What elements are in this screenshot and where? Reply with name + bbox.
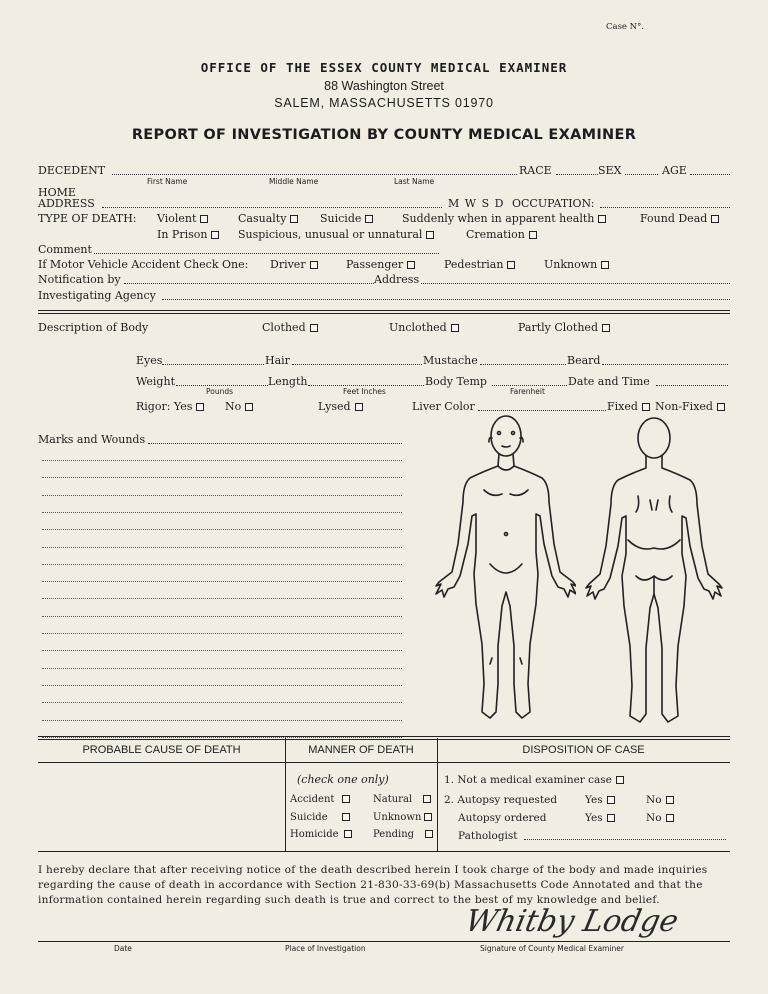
- race-label: RACE: [519, 164, 552, 177]
- homicide-label: Homicide: [290, 829, 339, 840]
- pending-label: Pending: [373, 829, 415, 840]
- requested-no-checkbox[interactable]: [666, 796, 674, 804]
- unknown-vehicle-label: Unknown: [544, 258, 598, 271]
- length-field[interactable]: [308, 385, 424, 386]
- notification-address-label: Address: [374, 273, 420, 286]
- body-temp-field[interactable]: [492, 385, 567, 386]
- cremation-checkbox[interactable]: [529, 231, 537, 239]
- passenger-checkbox[interactable]: [407, 261, 415, 269]
- casualty-option[interactable]: [238, 212, 298, 225]
- marital-status-label: M W S D: [448, 197, 505, 210]
- accident-checkbox[interactable]: [342, 795, 350, 803]
- report-title: REPORT OF INVESTIGATION BY COUNTY MEDICAL EXAMINER: [131, 127, 637, 143]
- occupation-field[interactable]: [600, 207, 730, 208]
- examiner-signature: Whitby Lodge: [462, 904, 682, 939]
- cremation-option[interactable]: [466, 228, 537, 241]
- beard-label: Beard: [567, 354, 601, 367]
- home-address-field[interactable]: [102, 207, 442, 208]
- fixed-option[interactable]: [607, 400, 650, 413]
- probable-cause-field[interactable]: [40, 766, 282, 848]
- ordered-yes-option[interactable]: [585, 812, 615, 824]
- unknown-vehicle-checkbox[interactable]: [601, 261, 609, 269]
- mustache-label: Mustache: [423, 354, 478, 367]
- marks-wounds-line[interactable]: [42, 598, 402, 599]
- found-dead-label: Found Dead: [640, 212, 708, 225]
- hair-label: Hair: [265, 354, 290, 367]
- suspicious-checkbox[interactable]: [426, 231, 434, 239]
- beard-field[interactable]: [602, 364, 728, 365]
- age-field[interactable]: [690, 174, 730, 175]
- sex-label: SEX: [598, 164, 622, 177]
- marks-wounds-line[interactable]: [42, 564, 402, 565]
- marks-wounds-label: Marks and Wounds: [38, 433, 146, 446]
- farenheit-caption: Farenheit: [510, 387, 545, 396]
- fixed-checkbox[interactable]: [642, 403, 650, 411]
- rigor-no-label: No: [225, 400, 242, 413]
- manner-unknown-option[interactable]: [373, 812, 432, 823]
- table-top-line-2: [38, 739, 730, 740]
- office-street: 88 Washington Street: [324, 79, 444, 93]
- decedent-name-field[interactable]: [112, 174, 517, 175]
- marks-wounds-line[interactable]: [42, 581, 402, 582]
- mustache-field[interactable]: [480, 364, 566, 365]
- driver-option[interactable]: [270, 258, 318, 271]
- manner-suicide-checkbox[interactable]: [342, 813, 350, 821]
- weight-label: Weight: [136, 375, 175, 388]
- liver-color-label: Liver Color: [412, 400, 475, 413]
- first-name-caption: First Name: [147, 177, 188, 186]
- accident-label: Accident: [290, 794, 335, 805]
- liver-color-field[interactable]: [478, 410, 606, 411]
- driver-label: Driver: [270, 258, 306, 271]
- office-city: SALEM, MASSACHUSETTS 01970: [274, 96, 494, 110]
- comment-field[interactable]: [94, 253, 439, 254]
- partly-clothed-checkbox[interactable]: [602, 324, 610, 332]
- partly-clothed-label: Partly Clothed: [518, 321, 598, 334]
- type-of-death-label: TYPE OF DEATH:: [38, 212, 137, 225]
- marks-wounds-line[interactable]: [42, 616, 402, 617]
- marks-wounds-line[interactable]: [42, 529, 402, 530]
- found-dead-option[interactable]: [640, 212, 719, 225]
- not-me-case-option[interactable]: [444, 774, 624, 786]
- address-label: ADDRESS: [38, 197, 95, 210]
- homicide-checkbox[interactable]: [344, 830, 352, 838]
- requested-no-label: No: [646, 794, 662, 806]
- marks-wounds-field[interactable]: [148, 443, 402, 444]
- autopsy-ordered-label: Autopsy ordered: [458, 812, 547, 824]
- marks-wounds-line[interactable]: [42, 650, 402, 651]
- pedestrian-label: Pedestrian: [444, 258, 504, 271]
- date-time-field[interactable]: [656, 385, 728, 386]
- hair-field[interactable]: [292, 364, 422, 365]
- rigor-no-option[interactable]: [225, 400, 253, 413]
- pathologist-field[interactable]: [524, 839, 726, 840]
- passenger-label: Passenger: [346, 258, 404, 271]
- decedent-label: DECEDENT: [38, 164, 106, 177]
- sudden-option[interactable]: [402, 212, 606, 225]
- unclothed-checkbox[interactable]: [451, 324, 459, 332]
- ordered-no-label: No: [646, 812, 662, 824]
- pathologist-label: Pathologist: [458, 830, 518, 842]
- violent-checkbox[interactable]: [200, 215, 208, 223]
- requested-yes-option[interactable]: [585, 794, 615, 806]
- manner-header: MANNER OF DEATH: [308, 744, 414, 756]
- marks-wounds-line[interactable]: [42, 702, 402, 703]
- sex-field[interactable]: [625, 174, 658, 175]
- ordered-no-option[interactable]: [646, 812, 674, 824]
- marks-wounds-line[interactable]: [42, 633, 402, 634]
- requested-no-option[interactable]: [646, 794, 674, 806]
- notification-field[interactable]: [124, 283, 374, 284]
- eyes-label: Eyes: [136, 354, 163, 367]
- manner-suicide-option[interactable]: [290, 812, 350, 823]
- occupation-label: OCCUPATION:: [512, 197, 595, 210]
- ordered-yes-checkbox[interactable]: [607, 814, 615, 822]
- driver-checkbox[interactable]: [310, 261, 318, 269]
- marks-wounds-line[interactable]: [42, 547, 402, 548]
- body-temp-label: Body Temp: [425, 375, 487, 388]
- non-fixed-checkbox[interactable]: [717, 403, 725, 411]
- homicide-option[interactable]: [290, 829, 352, 840]
- declaration-line-2: regarding the cause of death in accordance with Section 21-830-33-69(b) Massachusetts Code Annotated and that the: [38, 879, 703, 891]
- unclothed-label: Unclothed: [389, 321, 447, 334]
- declaration-line-1: I hereby declare that after receiving notice of the death described herein I took charge of the body and made inquiries: [38, 864, 708, 876]
- not-me-case-checkbox[interactable]: [616, 776, 624, 784]
- suspicious-label: Suspicious, unusual or unnatural: [238, 228, 423, 241]
- declaration-line-3: information contained herein regarding such death is true and correct to the best of my knowledge and belief.: [38, 894, 660, 906]
- body-back-diagram: [584, 416, 724, 726]
- last-name-caption: Last Name: [394, 177, 435, 186]
- violent-label: Violent: [157, 212, 197, 225]
- check-one-note: (check one only): [297, 773, 389, 786]
- in-prison-option[interactable]: [157, 228, 219, 241]
- fixed-label: Fixed: [607, 400, 638, 413]
- pounds-caption: Pounds: [206, 387, 234, 396]
- marks-wounds-line[interactable]: [42, 495, 402, 496]
- middle-name-caption: Middle Name: [269, 177, 319, 186]
- race-field[interactable]: [556, 174, 598, 175]
- marks-wounds-line[interactable]: [42, 460, 402, 461]
- ordered-yes-label: Yes: [585, 812, 603, 824]
- rigor-yes-option[interactable]: [136, 400, 204, 413]
- pedestrian-option[interactable]: [444, 258, 515, 271]
- casualty-label: Casualty: [238, 212, 287, 225]
- suicide-label: Suicide: [320, 212, 362, 225]
- natural-checkbox[interactable]: [423, 795, 431, 803]
- ordered-no-checkbox[interactable]: [666, 814, 674, 822]
- lysed-option[interactable]: [318, 400, 363, 413]
- section-divider-2: [38, 313, 730, 314]
- manner-suicide-label: Suicide: [290, 812, 328, 823]
- notification-address-field[interactable]: [421, 283, 730, 284]
- rigor-no-checkbox[interactable]: [245, 403, 253, 411]
- manner-unknown-checkbox[interactable]: [424, 813, 432, 821]
- signature-line: [38, 941, 730, 942]
- lysed-label: Lysed: [318, 400, 351, 413]
- rigor-yes-label: Rigor: Yes: [136, 400, 193, 413]
- marks-wounds-line[interactable]: [42, 668, 402, 669]
- found-dead-checkbox[interactable]: [711, 215, 719, 223]
- pending-checkbox[interactable]: [425, 830, 433, 838]
- feet-inches-caption: Feet Inches: [343, 387, 386, 396]
- motor-vehicle-label: If Motor Vehicle Accident Check One:: [38, 258, 249, 271]
- non-fixed-option[interactable]: [655, 400, 725, 413]
- casualty-checkbox[interactable]: [290, 215, 298, 223]
- manner-unknown-label: Unknown: [373, 812, 422, 823]
- requested-yes-label: Yes: [585, 794, 603, 806]
- agency-label: Investigating Agency: [38, 289, 156, 302]
- marks-wounds-line[interactable]: [42, 720, 402, 721]
- notification-label: Notification by: [38, 273, 121, 286]
- body-description-label: Description of Body: [38, 321, 149, 334]
- passenger-option[interactable]: [346, 258, 415, 271]
- autopsy-requested-label: 2. Autopsy requested: [444, 794, 558, 806]
- pending-option[interactable]: [373, 829, 433, 840]
- requested-yes-checkbox[interactable]: [607, 796, 615, 804]
- length-label: Length: [268, 375, 308, 388]
- section-divider: [38, 310, 730, 311]
- suicide-option[interactable]: [320, 212, 373, 225]
- signature-caption: Signature of County Medical Examiner: [480, 944, 625, 953]
- table-top-line: [38, 736, 730, 737]
- lysed-checkbox[interactable]: [355, 403, 363, 411]
- body-front-diagram: [430, 414, 576, 724]
- clothed-option[interactable]: [262, 321, 318, 334]
- office-title: OFFICE OF THE ESSEX COUNTY MEDICAL EXAMINER: [200, 60, 568, 75]
- comment-label: Comment: [38, 243, 92, 256]
- home-label: HOME: [38, 186, 76, 199]
- place-caption: Place of Investigation: [285, 944, 366, 953]
- suspicious-option[interactable]: [238, 228, 434, 241]
- table-header-line: [38, 762, 730, 763]
- suicide-checkbox[interactable]: [365, 215, 373, 223]
- natural-option[interactable]: [373, 794, 431, 805]
- cremation-label: Cremation: [466, 228, 525, 241]
- eyes-field[interactable]: [162, 364, 264, 365]
- clothed-label: Clothed: [262, 321, 306, 334]
- in-prison-label: In Prison: [157, 228, 208, 241]
- table-bottom-line: [38, 851, 730, 852]
- not-me-case-label: 1. Not a medical examiner case: [444, 774, 612, 786]
- date-caption: Date: [114, 944, 132, 953]
- in-prison-checkbox[interactable]: [211, 231, 219, 239]
- date-time-label: Date and Time: [568, 375, 650, 388]
- disposition-header: DISPOSITION OF CASE: [522, 744, 645, 756]
- unknown-vehicle-option[interactable]: [544, 258, 609, 271]
- case-number-label: Case N°.: [606, 22, 645, 32]
- sudden-checkbox[interactable]: [598, 215, 606, 223]
- clothed-checkbox[interactable]: [310, 324, 318, 332]
- sudden-label: Suddenly when in apparent health: [402, 212, 595, 225]
- marks-wounds-line[interactable]: [42, 512, 402, 513]
- age-label: AGE: [662, 164, 687, 177]
- weight-field[interactable]: [176, 385, 268, 386]
- violent-option[interactable]: [157, 212, 208, 225]
- partly-clothed-option[interactable]: [518, 321, 610, 334]
- natural-label: Natural: [373, 794, 413, 805]
- unclothed-option[interactable]: [389, 321, 459, 334]
- probable-cause-header: PROBABLE CAUSE OF DEATH: [82, 744, 241, 756]
- marks-wounds-line[interactable]: [42, 477, 402, 478]
- accident-option[interactable]: [290, 794, 350, 805]
- agency-field[interactable]: [162, 299, 730, 300]
- pedestrian-checkbox[interactable]: [507, 261, 515, 269]
- rigor-yes-checkbox[interactable]: [196, 403, 204, 411]
- non-fixed-label: Non-Fixed: [655, 400, 713, 413]
- marks-wounds-line[interactable]: [42, 685, 402, 686]
